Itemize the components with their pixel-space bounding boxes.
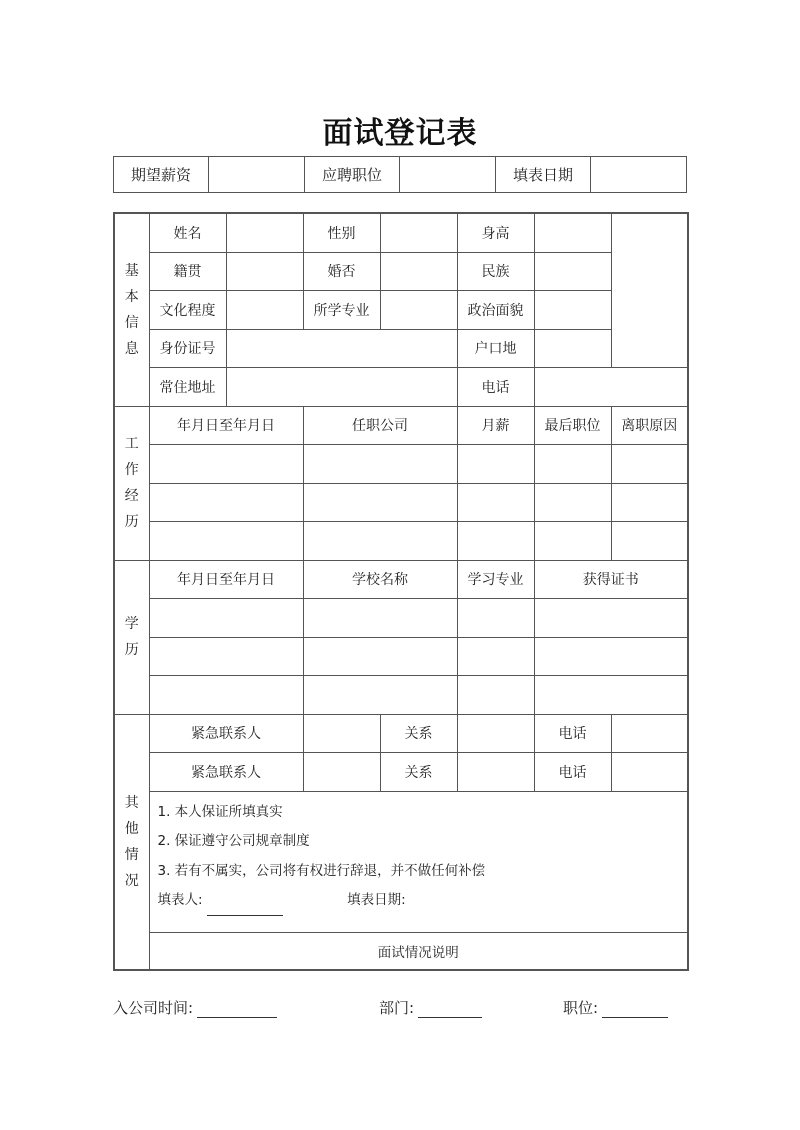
work-salary-field[interactable]: [457, 483, 534, 522]
section-other: 其 他 情 况: [114, 714, 149, 970]
edu-header-major: 学习专业: [457, 560, 534, 599]
work-company-field[interactable]: [303, 483, 457, 522]
edu-major-field[interactable]: [457, 637, 534, 676]
registration-table: [113, 212, 689, 971]
fill-date-label: 填表日期:: [347, 892, 406, 908]
table-row: [114, 522, 688, 561]
department: [379, 997, 482, 1018]
work-salary-field[interactable]: [457, 522, 534, 561]
work-position-field[interactable]: [534, 522, 611, 561]
work-company-field[interactable]: [303, 522, 457, 561]
work-reason-field[interactable]: [611, 483, 688, 522]
work-header-leave-reason: 离职原因: [611, 406, 688, 445]
work-reason-field[interactable]: [611, 522, 688, 561]
work-period-field[interactable]: [149, 445, 303, 484]
gender-label: 性别: [303, 213, 380, 252]
marital-field[interactable]: [380, 252, 457, 291]
position-field[interactable]: [400, 157, 496, 193]
work-salary-field[interactable]: [457, 445, 534, 484]
position-label: 应聘职位: [305, 157, 400, 193]
filler-label: 填表人:: [157, 892, 203, 908]
edu-header-period: 年月日至年月日: [149, 560, 303, 599]
edu-school-field[interactable]: [303, 637, 457, 676]
join-time-field[interactable]: [197, 1001, 277, 1018]
address-label: 常住地址: [149, 368, 226, 407]
ethnicity-field[interactable]: [534, 252, 611, 291]
relation-label: 关系: [380, 714, 457, 753]
emergency-contact-label: 紧急联系人: [149, 714, 303, 753]
table-row: [114, 483, 688, 522]
phone-field[interactable]: [534, 368, 688, 407]
pledge-item: 3. 若有不属实，公司将有权进行辞退，并不做任何补偿: [157, 862, 486, 879]
contact-phone-field[interactable]: [611, 753, 688, 792]
education-level-label: 文化程度: [149, 291, 226, 330]
emergency-contact-label: 紧急联系人: [149, 753, 303, 792]
table-row: [114, 676, 688, 715]
native-place-label: 籍贯: [149, 252, 226, 291]
department-label: 部门:: [379, 999, 415, 1017]
job-field[interactable]: [602, 1001, 668, 1018]
edu-header-certificate: 获得证书: [534, 560, 688, 599]
relation-field[interactable]: [457, 714, 534, 753]
date-label: 填表日期: [496, 157, 591, 193]
job: [563, 997, 668, 1018]
height-label: 身高: [457, 213, 534, 252]
signature-line: [158, 886, 688, 916]
native-place-field[interactable]: [226, 252, 303, 291]
work-position-field[interactable]: [534, 483, 611, 522]
work-position-field[interactable]: [534, 445, 611, 484]
edu-certificate-field[interactable]: [534, 676, 688, 715]
education-level-field[interactable]: [226, 291, 303, 330]
pledge-block: [149, 791, 688, 932]
emergency-contact-field[interactable]: [303, 714, 380, 753]
footer-row: [113, 997, 687, 1021]
address-field[interactable]: [226, 368, 457, 407]
filler-field[interactable]: [207, 899, 283, 916]
ethnicity-label: 民族: [457, 252, 534, 291]
hukou-label: 户口地: [457, 329, 534, 368]
name-label: 姓名: [149, 213, 226, 252]
photo-area[interactable]: [611, 213, 688, 368]
join-time-label: 入公司时间:: [113, 999, 194, 1017]
table-row: [114, 445, 688, 484]
major-label: 所学专业: [303, 291, 380, 330]
pledge-item: 2. 保证遵守公司规章制度: [157, 833, 310, 849]
department-field[interactable]: [418, 1001, 482, 1018]
work-header-salary: 月薪: [457, 406, 534, 445]
edu-certificate-field[interactable]: [534, 637, 688, 676]
relation-field[interactable]: [457, 753, 534, 792]
contact-phone-label: 电话: [534, 753, 611, 792]
gender-field[interactable]: [380, 213, 457, 252]
edu-certificate-field[interactable]: [534, 599, 688, 638]
political-status-label: 政治面貌: [457, 291, 534, 330]
phone-label: 电话: [457, 368, 534, 407]
header-info-table: [113, 156, 687, 193]
pledge-item: 1. 本人保证所填真实: [157, 803, 283, 820]
work-period-field[interactable]: [149, 522, 303, 561]
id-number-label: 身份证号: [149, 329, 226, 368]
edu-period-field[interactable]: [149, 599, 303, 638]
marital-label: 婚否: [303, 252, 380, 291]
edu-period-field[interactable]: [149, 676, 303, 715]
job-label: 职位:: [563, 999, 599, 1017]
section-basic-info: 基 本 信 息: [114, 213, 149, 406]
edu-major-field[interactable]: [457, 599, 534, 638]
work-header-last-position: 最后职位: [534, 406, 611, 445]
work-company-field[interactable]: [303, 445, 457, 484]
work-period-field[interactable]: [149, 483, 303, 522]
edu-school-field[interactable]: [303, 676, 457, 715]
edu-school-field[interactable]: [303, 599, 457, 638]
join-time: [113, 997, 277, 1018]
hukou-field[interactable]: [534, 329, 611, 368]
name-field[interactable]: [226, 213, 303, 252]
relation-label: 关系: [380, 753, 457, 792]
major-field[interactable]: [380, 291, 457, 330]
table-row: [114, 637, 688, 676]
date-field[interactable]: [591, 157, 687, 193]
section-education: 学 历: [114, 560, 149, 714]
political-status-field[interactable]: [534, 291, 611, 330]
page-title: 面试登记表: [322, 116, 478, 151]
edu-period-field[interactable]: [149, 637, 303, 676]
edu-major-field[interactable]: [457, 676, 534, 715]
contact-phone-label: 电话: [534, 714, 611, 753]
contact-phone-field[interactable]: [611, 714, 688, 753]
table-row: [114, 599, 688, 638]
salary-field[interactable]: [209, 157, 305, 193]
salary-label: 期望薪资: [114, 157, 209, 193]
work-header-company: 任职公司: [303, 406, 457, 445]
work-header-period: 年月日至年月日: [149, 406, 303, 445]
interview-notes: 面试情况说明: [149, 932, 688, 970]
id-number-field[interactable]: [226, 329, 457, 368]
emergency-contact-field[interactable]: [303, 753, 380, 792]
section-work-history: 工 作 经 历: [114, 406, 149, 560]
edu-header-school: 学校名称: [303, 560, 457, 599]
work-reason-field[interactable]: [611, 445, 688, 484]
height-field[interactable]: [534, 213, 611, 252]
